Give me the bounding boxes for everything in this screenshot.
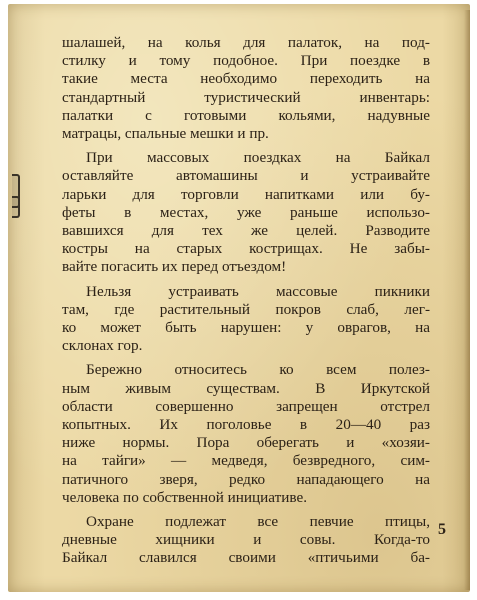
text-line: матрацы, спальные мешки и пр. (62, 125, 269, 143)
text-line: склонах гор. (62, 337, 143, 355)
text-line: человека по собственной инициативе. (62, 488, 307, 506)
text-line: вавшихся для тех же целей. Разводите (62, 222, 430, 240)
text-line: дневные хищники и совы. Когда-то (62, 531, 430, 549)
text-line: стилку и тому подобное. При поездке в (62, 52, 430, 70)
text-line: вайте погасить их перед отъездом! (62, 258, 287, 276)
text-line: ным живым существам. В Иркутской (62, 379, 430, 397)
text-line: При массовых поездках на Байкал (86, 149, 430, 167)
text-line: Бережно относитесь ко всем полез- (86, 361, 430, 379)
text-line: феты в местах, уже раньше использо- (62, 203, 430, 221)
text-line: Байкал славился своими «птичьими ба- (62, 549, 430, 567)
text-line: копытных. Их поголовье в 20—40 раз (62, 416, 430, 434)
text-line: ниже нормы. Пора оберегать и «хозяи- (62, 434, 430, 452)
text-line: ларьки для торговли напитками или бу- (62, 185, 430, 203)
text-line: Нельзя устраивать массовые пикники (86, 282, 430, 300)
staple (12, 196, 20, 218)
text-line: на тайги» — медведя, безвредного, сим- (62, 452, 430, 470)
text-line: патичного зверя, редко нападающего на (62, 470, 430, 488)
page-edge-shadow (464, 10, 470, 590)
text-line: стандартный туристический инвентарь: (62, 88, 430, 106)
text-line: палатки с готовыми кольями, надувные (62, 106, 430, 124)
text-line: костры на старых кострищах. Не забы- (62, 240, 430, 258)
body-text (62, 34, 430, 568)
text-line: такие места необходимо переходить на (62, 70, 430, 88)
text-line: оставляйте автомашины и устраивайте (62, 167, 430, 185)
text-line: там, где растительный покров слаб, лег- (62, 300, 430, 318)
text-line: ко может быть нарушен: у оврагов, на (62, 319, 430, 337)
text-line: области совершенно запрещен отстрел (62, 397, 430, 415)
page-number: 5 (438, 521, 446, 538)
text-line: Охране подлежат все певчие птицы, (86, 513, 430, 531)
text-line: шалашей, на колья для палаток, на под- (62, 34, 430, 51)
